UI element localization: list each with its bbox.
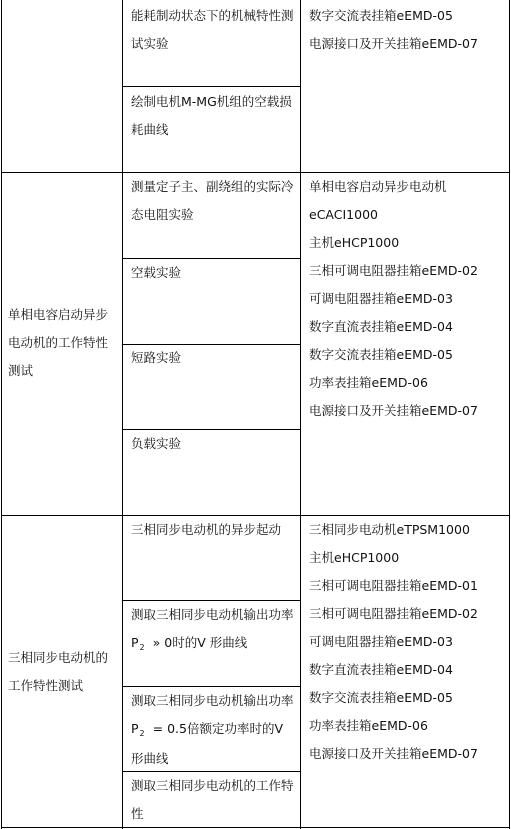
experiment-cell	[131, 601, 294, 659]
category-cell	[8, 644, 108, 700]
formula-text: » 0时的V 形曲线	[152, 635, 248, 650]
experiment-text: 测量定子主、副绕组的实际冷	[131, 179, 294, 194]
experiment-cell	[131, 344, 181, 372]
category-cell	[8, 301, 108, 385]
experiment-cell	[131, 88, 292, 144]
equipment-item: 单相电容启动异步电动机	[309, 179, 447, 194]
experiment-cell	[131, 173, 294, 229]
experiment-text: 空载实验	[131, 265, 182, 280]
equipment-item: 功率表挂箱eEMD-06	[309, 375, 428, 390]
equipment-item: 三相可调电阻器挂箱eEMD-02	[309, 263, 478, 278]
experiment-cell	[131, 516, 281, 544]
category-text: 单相电容启动异步	[8, 307, 109, 322]
equipment-cell	[309, 173, 478, 425]
experiment-formula-line	[131, 715, 294, 745]
category-text: 工作特性测试	[8, 678, 84, 693]
equipment-item: 可调电阻器挂箱eEMD-03	[309, 634, 453, 649]
equipment-cell	[309, 516, 478, 768]
power-subscript: 2	[139, 643, 145, 652]
experiment-text: 绘制电机M-MG机组的空载损	[131, 94, 292, 109]
equipment-item: 数字交流表挂箱eEMD-05	[309, 347, 453, 362]
column-divider-2	[300, 0, 301, 829]
category-text: 测试	[8, 363, 34, 378]
equipment-item: eCACI1000	[309, 207, 378, 222]
power-symbol: P	[131, 635, 139, 650]
experiment-text: 测取三相同步电动机的工作特	[131, 778, 294, 793]
experiment-formula-line	[131, 629, 294, 659]
power-subscript: 2	[139, 729, 145, 738]
experiment-cell	[131, 772, 294, 828]
equipment-item: 主机eHCP1000	[309, 235, 400, 250]
equipment-item: 数字直流表挂箱eEMD-04	[309, 662, 453, 677]
row-divider	[122, 86, 300, 87]
experiment-text: 性	[131, 806, 144, 821]
equipment-item: 可调电阻器挂箱eEMD-03	[309, 291, 453, 306]
experiment-text: 形曲线	[131, 751, 169, 766]
table-border-right	[509, 0, 510, 829]
experiment-cell	[131, 687, 294, 773]
experiment-cell	[131, 2, 294, 58]
experiment-text: 试实验	[131, 36, 169, 51]
equipment-item: 功率表挂箱eEMD-06	[309, 718, 428, 733]
experiment-text: 负载实验	[131, 436, 182, 451]
equipment-item: 数字直流表挂箱eEMD-04	[309, 319, 453, 334]
experiment-text: 能耗制动状态下的机械特性测	[131, 8, 294, 23]
experiment-text: 态电阻实验	[131, 207, 194, 222]
experiment-cell	[131, 259, 181, 287]
equipment-item: 电源接口及开关挂箱eEMD-07	[309, 403, 478, 418]
equipment-item: 电源接口及开关挂箱eEMD-07	[309, 746, 478, 761]
equipment-item: 数字交流表挂箱eEMD-05	[309, 690, 453, 705]
experiment-cell	[131, 430, 181, 458]
experiment-text: 三相同步电动机的异步起动	[131, 522, 282, 537]
equipment-item: 三相可调电阻器挂箱eEMD-01	[309, 578, 478, 593]
equipment-item: 主机eHCP1000	[309, 550, 400, 565]
experiment-text: 测取三相同步电动机输出功率	[131, 693, 294, 708]
equipment-item: 数字交流表挂箱eEMD-05	[309, 8, 453, 23]
table-border-left	[1, 0, 2, 829]
equipment-item: 三相同步电动机eTPSM1000	[309, 522, 470, 537]
power-symbol: P	[131, 721, 139, 736]
category-text: 三相同步电动机的	[8, 650, 109, 665]
formula-text: = 0.5倍额定功率时的V	[152, 721, 284, 736]
experiment-text: 短路实验	[131, 350, 182, 365]
experiment-text: 测取三相同步电动机输出功率	[131, 607, 294, 622]
equipment-cell	[309, 2, 478, 58]
column-divider-1	[122, 0, 123, 829]
experiment-text: 耗曲线	[131, 122, 169, 137]
equipment-item: 电源接口及开关挂箱eEMD-07	[309, 36, 478, 51]
category-text: 电动机的工作特性	[8, 335, 109, 350]
equipment-item: 三相可调电阻器挂箱eEMD-02	[309, 606, 478, 621]
